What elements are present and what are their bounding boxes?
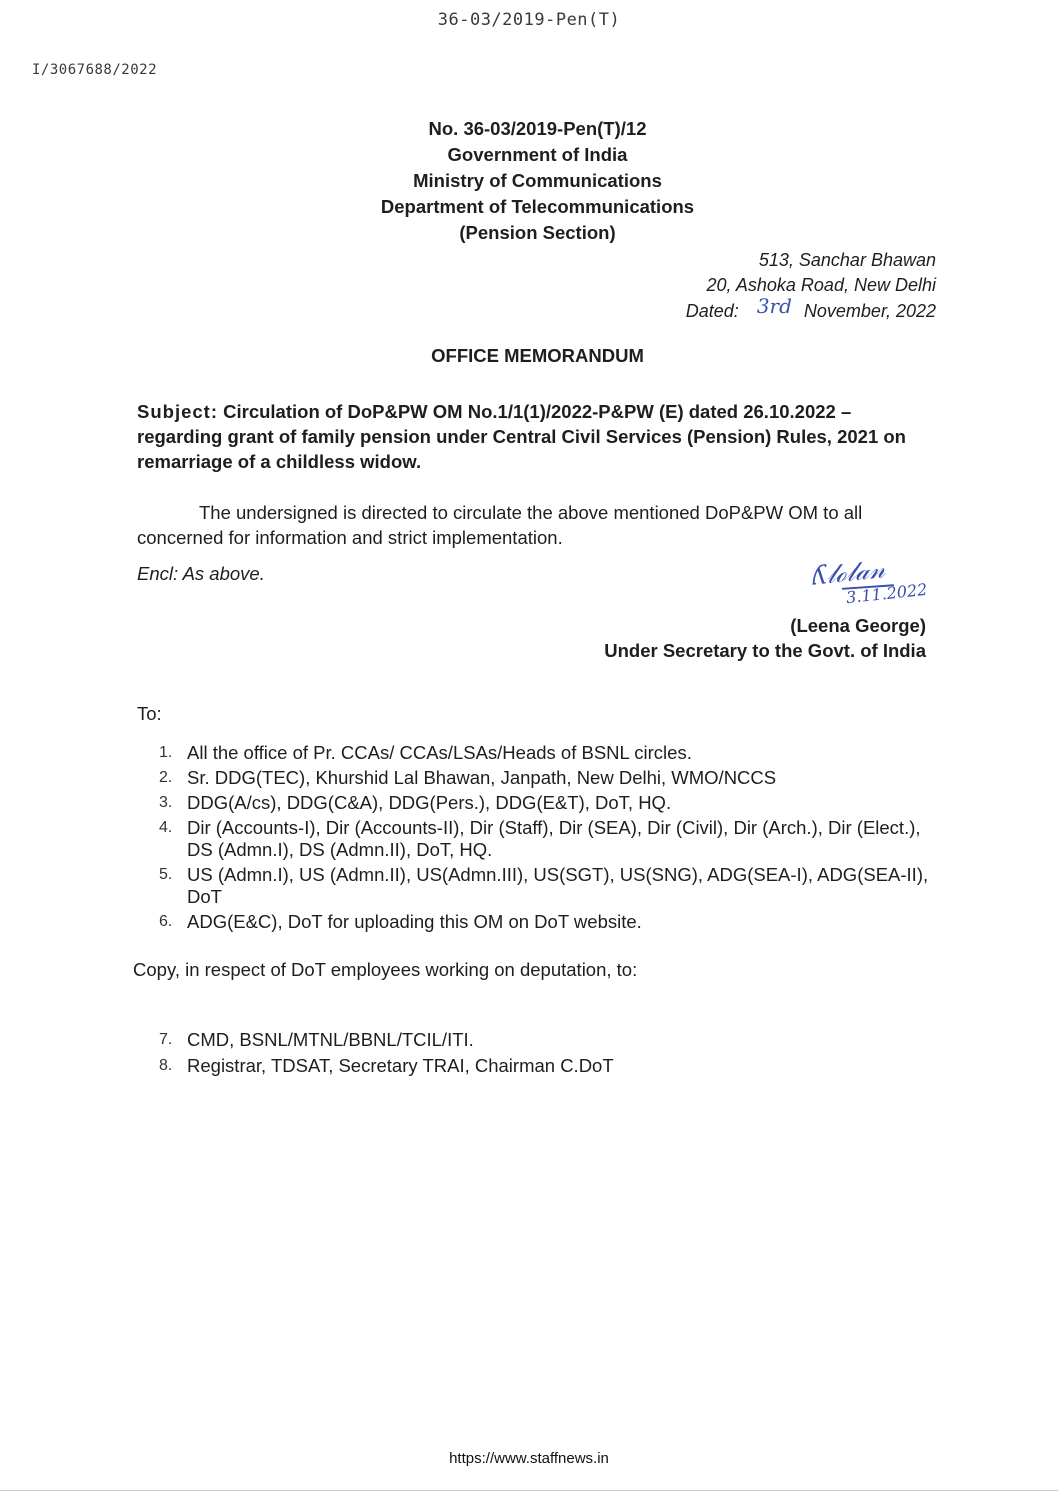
section-line: (Pension Section) xyxy=(459,222,616,243)
memo-number: No. 36-03/2019-Pen(T)/12 xyxy=(428,118,647,139)
list-item: 3. DDG(A/cs), DDG(C&A), DDG(Pers.), DDG(E&T), DoT, HQ. xyxy=(159,792,672,813)
list-item: 8. Registrar, TDSAT, Secretary TRAI, Chairman C.DoT xyxy=(159,1055,614,1076)
footer-url[interactable]: https://www.staffnews.in xyxy=(449,1450,609,1467)
list-item: 5. US (Admn.I), US (Admn.II), US(Admn.III), US(SGT), US(SNG), ADG(SEA-I), ADG(SEA-II), DoT xyxy=(159,864,929,907)
receipt-number-stamp: I/3067688/2022 xyxy=(32,62,158,78)
copy-list xyxy=(137,1029,937,1081)
list-item: 6. ADG(E&C), DoT for uploading this OM on DoT website. xyxy=(159,911,642,932)
enclosure-note: Encl: As above. xyxy=(137,563,265,584)
signature-date: 3.11.2022 xyxy=(845,579,929,608)
document-title: OFFICE MEMORANDUM xyxy=(431,345,644,366)
body-paragraph xyxy=(137,500,927,550)
distribution-list xyxy=(137,742,937,936)
address-line-2: 20, Ashoka Road, New Delhi xyxy=(706,275,936,295)
signatory-designation: Under Secretary to the Govt. of India xyxy=(604,640,926,661)
signature-scribble-icon: ʎ𝓁ℴ𝓁𝒶𝓃 xyxy=(810,554,887,592)
subject-label: Subject: xyxy=(137,401,218,422)
department-line: Department of Telecommunications xyxy=(380,196,695,217)
list-item: 2. Sr. DDG(TEC), Khurshid Lal Bhawan, Janpath, New Delhi, WMO/NCCS xyxy=(159,767,777,788)
signatory-block xyxy=(604,613,926,663)
ministry-line: Ministry of Communications xyxy=(413,170,662,191)
list-item: 7. CMD, BSNL/MTNL/BBNL/TCIL/ITI. xyxy=(159,1029,474,1050)
subject-paragraph xyxy=(137,399,927,474)
list-item: 4. Dir (Accounts-I), Dir (Accounts-II), Dir (Staff), Dir (SEA), Dir (Civil), Dir (Arch.), Dir (Elect.), DS (Admn.I), DS (Admn.II), DoT, HQ. xyxy=(159,817,921,860)
subject-text: Circulation of DoP&PW OM No.1/1(1)/2022-P&PW (E) dated 26.10.2022 – regarding grant of family pension under Central Civil Services (Pension) Rules, 2021 on remarriage of a childless widow. xyxy=(137,401,906,472)
government-line: Government of India xyxy=(447,144,628,165)
date-line xyxy=(685,294,936,324)
address-line-1: 513, Sanchar Bhawan xyxy=(758,250,936,270)
signatory-name: (Leena George) xyxy=(790,615,926,636)
file-reference-stamp: 36-03/2019-Pen(T) xyxy=(437,10,621,30)
body-text: The undersigned is directed to circulate the above mentioned DoP&PW OM to all concerned for information and strict implementation. xyxy=(137,502,863,548)
to-label: To: xyxy=(137,703,162,724)
list-item: 1. All the office of Pr. CCAs/ CCAs/LSAs/Heads of BSNL circles. xyxy=(159,742,692,763)
page-bottom-divider xyxy=(0,1490,1058,1491)
copy-to-label: Copy, in respect of DoT employees working on deputation, to: xyxy=(133,959,638,980)
date-month-year: November, 2022 xyxy=(803,301,936,321)
date-label: Dated: xyxy=(685,301,739,321)
handwritten-date-day: 3rd xyxy=(756,294,792,318)
